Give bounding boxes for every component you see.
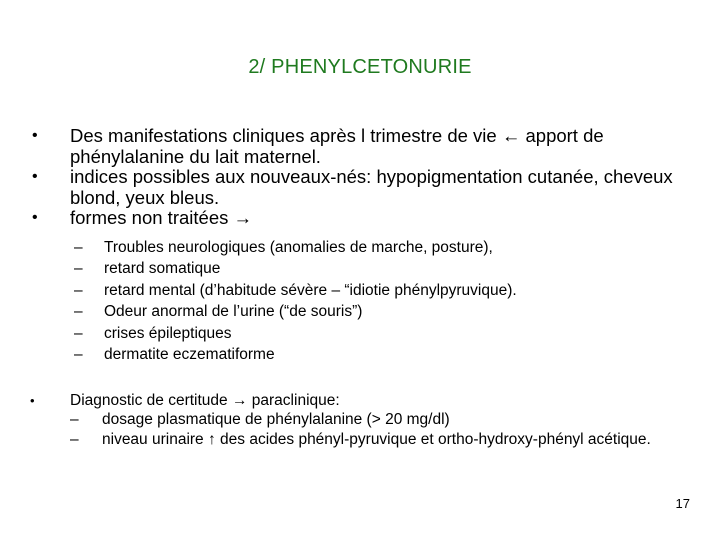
- bullet-marker: •: [32, 168, 38, 185]
- diagnosis-text: Diagnostic de certitude → paraclinique:: [70, 392, 340, 409]
- sub-item-text: retard mental (d’habitude sévère – “idiotie phénylpyruvique).: [104, 281, 517, 299]
- diagnosis-bullet: [30, 391, 690, 410]
- bullet-item: [30, 208, 690, 229]
- main-bullet-list: [30, 126, 690, 366]
- diagnosis-item: [70, 410, 690, 430]
- sub-item-text: dermatite eczematiforme: [104, 346, 275, 363]
- dash-marker: –: [74, 324, 83, 342]
- slide-title: 2/ PHENYLCETONURIE: [248, 56, 472, 78]
- untreated-forms-list: [70, 237, 690, 366]
- diagnosis-items: [70, 410, 690, 449]
- diagnosis-item-text: dosage plasmatique de phénylalanine (> 20 mg/dl): [102, 411, 450, 428]
- diagnosis-item-text: niveau urinaire ↑ des acides phényl-pyruvique et ortho-hydroxy-phényl acétique.: [102, 430, 651, 448]
- sub-item-text: crises épileptiques: [104, 324, 232, 342]
- page-number: 17: [675, 496, 690, 511]
- dash-marker: –: [70, 430, 79, 448]
- sub-item: [70, 301, 690, 323]
- sub-item-text: Odeur anormal de l’urine (“de souris”): [104, 303, 363, 320]
- dash-marker: –: [74, 238, 83, 256]
- dash-marker: –: [74, 281, 83, 299]
- dash-marker: –: [74, 303, 83, 320]
- sub-item: [70, 237, 690, 259]
- bullet-marker: •: [32, 127, 38, 144]
- bullet-item: [30, 167, 690, 208]
- diagnosis-item: [70, 430, 690, 450]
- bullet-item: [30, 126, 690, 167]
- bullet-text: formes non traitées →: [70, 207, 252, 228]
- bullet-text: indices possibles aux nouveaux-nés: hypopigmentation cutanée, cheveux blond, yeux bleus.: [70, 166, 673, 208]
- bullet-marker: •: [30, 393, 35, 408]
- bullet-marker: •: [32, 209, 38, 226]
- sub-item: [70, 323, 690, 345]
- dash-marker: –: [74, 260, 83, 277]
- diagnosis-section: [30, 391, 690, 449]
- bullet-text: Des manifestations cliniques après l trimestre de vie ← apport de phénylalanine du lait maternel.: [70, 125, 604, 167]
- dash-marker: –: [70, 411, 79, 428]
- sub-item: [70, 258, 690, 280]
- sub-item-text: retard somatique: [104, 260, 221, 277]
- sub-item: [70, 344, 690, 366]
- dash-marker: –: [74, 346, 83, 363]
- sub-item-text: Troubles neurologiques (anomalies de marche, posture),: [104, 238, 493, 256]
- sub-item: [70, 280, 690, 302]
